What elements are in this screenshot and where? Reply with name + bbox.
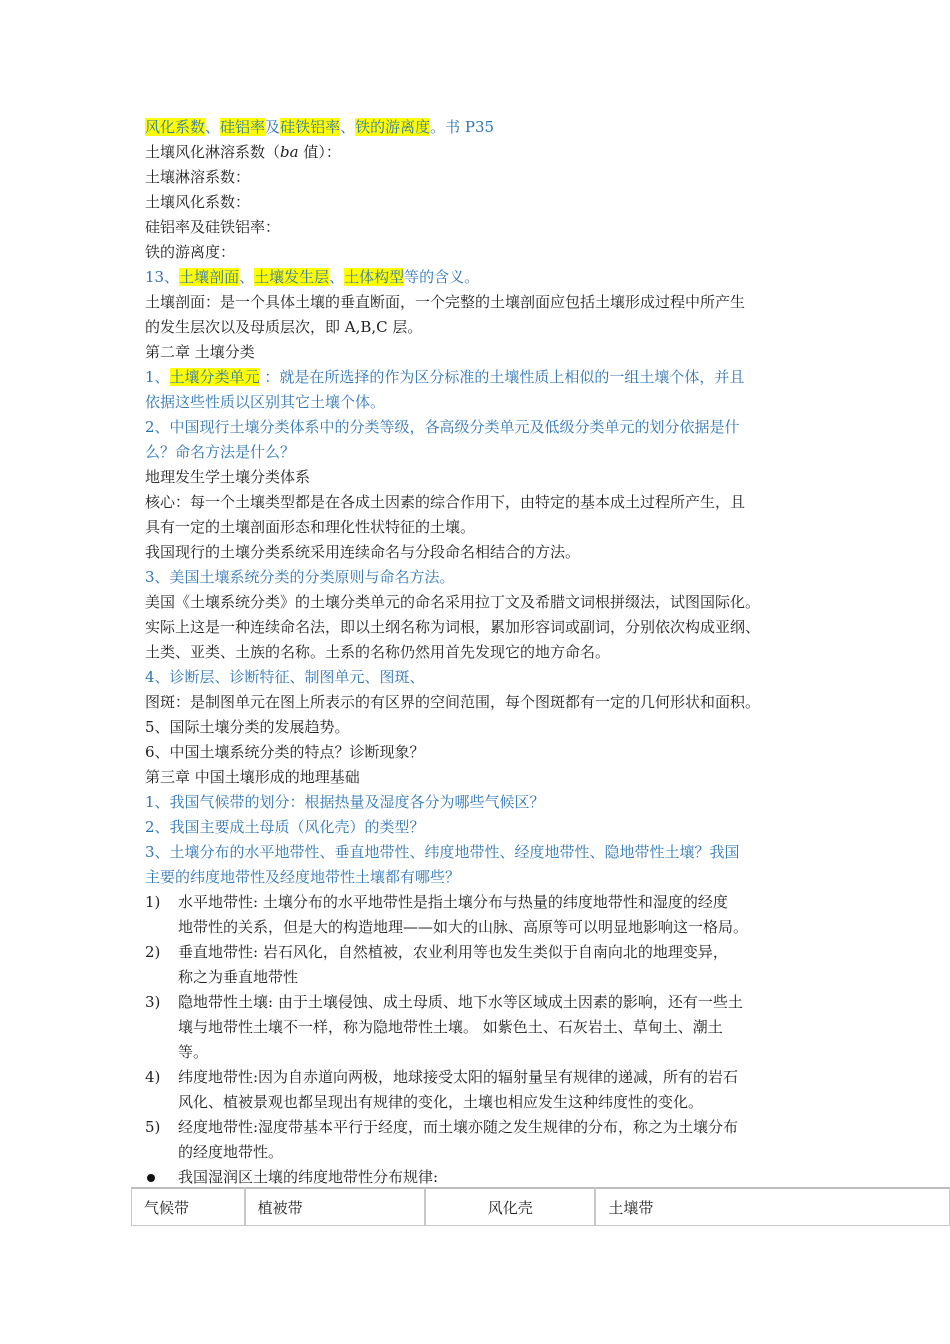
table-header-cell: 土壤带 xyxy=(595,1187,950,1226)
list-item-line: 地带性的关系，但是大的构造地理——如大的山脉、高原等可以明显地影响这一格局。 xyxy=(178,918,749,936)
chapter-3-heading: 第三章 中国土壤形成的地理基础 xyxy=(145,768,360,786)
highlight-genetic-horizon: 土壤发生层 xyxy=(254,268,330,286)
question-line xyxy=(145,365,825,390)
line-leaching-coefficient: 土壤淋溶系数： xyxy=(145,168,251,186)
line-weathering-coefficient: 土壤风化系数： xyxy=(145,193,251,211)
text-fragment: ：就是在所选择的作为区分标准的土壤性质上相似的一组土壤个体，并且 xyxy=(259,368,745,386)
paragraph-line: 5、国际土壤分类的发展趋势。 xyxy=(145,718,350,736)
paragraph-line: 图斑：是制图单元在图上所表示的有区界的空间范围，每个图斑都有一定的几何形状和面积。 xyxy=(145,693,761,711)
list-item-line: 等。 xyxy=(178,1043,209,1061)
highlight-silica-sesquioxide-ratio: 硅铁铝率 xyxy=(280,118,341,136)
text-fragment: 等的含义。 xyxy=(404,268,480,286)
list-marker: 1) xyxy=(145,893,161,911)
list-item xyxy=(145,890,825,940)
text-fragment: 13、 xyxy=(145,268,180,286)
list-item-line: 称之为垂直地带性 xyxy=(178,968,299,986)
list-item-line: 水平地带性: 土壤分布的水平地带性是指土壤分布与热量的纬度地带性和湿度的经度 xyxy=(178,893,728,911)
question-line: 依据这些性质以区别其它土壤个体。 xyxy=(145,393,386,411)
list-item xyxy=(145,1115,825,1165)
highlight-weathering-coefficient: 风化系数 xyxy=(145,118,206,136)
bullet-text: 我国湿润区土壤的纬度地带性分布规律: xyxy=(178,1168,439,1186)
text-fragment: 。书 P35 xyxy=(430,118,495,136)
list-item-line: 风化、植被景观也都呈现出有规律的变化，土壤也相应发生这种纬度性的变化。 xyxy=(178,1093,704,1111)
table-header-cell: 风化壳 xyxy=(425,1187,595,1226)
table-header-cell: 植被带 xyxy=(245,1187,425,1226)
text-fragment: 土壤风化淋溶系数（ xyxy=(145,143,281,161)
list-marker: 2) xyxy=(145,943,161,961)
list-item-line: 的经度地带性。 xyxy=(178,1143,284,1161)
highlight-soil-profile: 土壤剖面 xyxy=(179,268,240,286)
line-silica-ratios: 硅铝率及硅铁铝率： xyxy=(145,218,281,236)
highlight-iron-freeness: 铁的游离度 xyxy=(355,118,431,136)
bullet-dot-icon xyxy=(147,1174,155,1182)
text-fragment-italic: ba xyxy=(280,143,299,161)
question-line: 3、土壤分布的水平地带性、垂直地带性、纬度地带性、经度地带性、隐地带性土壤？我国 xyxy=(145,843,740,861)
paragraph-line: 土壤剖面：是一个具体土壤的垂直断面，一个完整的土壤剖面应包括土壤形成过程中所产生 xyxy=(145,293,746,311)
line-iron-freeness: 铁的游离度： xyxy=(145,243,236,261)
paragraph-line: 具有一定的土壤剖面形态和理化性状特征的土壤。 xyxy=(145,518,476,536)
line-ba-value xyxy=(145,140,825,165)
question-line: 4、诊断层、诊断特征、制图单元、图斑、 xyxy=(145,668,425,686)
list-item-line: 壤与地带性土壤不一样，称为隐地带性土壤。 如紫色土、石灰岩土、草甸土、潮土 xyxy=(178,1018,723,1036)
question-13 xyxy=(145,265,825,290)
text-fragment: 、 xyxy=(239,268,255,286)
list-marker: 5) xyxy=(145,1118,161,1136)
chapter-2-heading: 第二章 土壤分类 xyxy=(145,343,255,361)
paragraph-line: 我国现行的土壤分类系统采用连续命名与分段命名相结合的方法。 xyxy=(145,543,581,561)
paragraph-line: 6、中国土壤系统分类的特点？诊断现象？ xyxy=(145,743,425,761)
list-item-line: 纬度地带性:因为自赤道向两极，地球接受太阳的辐射量呈有规律的递减，所有的岩石 xyxy=(178,1068,739,1086)
list-marker: 3) xyxy=(145,993,161,1011)
question-line: 么？命名方法是什么？ xyxy=(145,443,296,461)
list-item-line: 经度地带性:湿度带基本平行于经度，而土壤亦随之发生规律的分布，称之为土壤分布 xyxy=(178,1118,739,1136)
list-marker: 4) xyxy=(145,1068,161,1086)
list-item-line: 隐地带性土壤: 由于土壤侵蚀、成土母质、地下水等区域成土因素的影响，还有一些土 xyxy=(178,993,743,1011)
text-fragment: 、 xyxy=(205,118,221,136)
table-header-row xyxy=(131,1187,950,1226)
text-fragment: 值）： xyxy=(298,143,341,161)
table-header-cell: 气候带 xyxy=(131,1187,245,1226)
text-fragment: 、 xyxy=(340,118,356,136)
list-item-line: 垂直地带性: 岩石风化，自然植被，农业利用等也发生类似于自南向北的地理变异， xyxy=(178,943,728,961)
list-item xyxy=(145,990,825,1065)
question-line: 2、中国现行土壤分类体系中的分类等级，各高级分类单元及低级分类单元的划分依据是什 xyxy=(145,418,740,436)
list-item xyxy=(145,1065,825,1115)
paragraph-line: 土类、亚类、土族的名称。土系的名称仍然用首先发现它的地方命名。 xyxy=(145,643,611,661)
text-fragment: 1、 xyxy=(145,368,170,386)
text-fragment: 及 xyxy=(265,118,281,136)
question-line: 1、我国气候带的划分：根据热量及湿度各分为哪些气候区？ xyxy=(145,793,545,811)
question-line: 3、美国土壤系统分类的分类原则与命名方法。 xyxy=(145,568,455,586)
zonality-table xyxy=(131,1187,950,1226)
paragraph-line: 的发生层次以及母质层次，即 A,B,C 层。 xyxy=(145,318,423,336)
list-item xyxy=(145,940,825,990)
paragraph-line: 实际上这是一种连续命名法，即以土纲名称为词根，累加形容词或副词，分别依次构成亚纲、 xyxy=(145,618,761,636)
document-body xyxy=(145,115,825,1190)
question-line: 主要的纬度地带性及经度地带性土壤都有哪些？ xyxy=(145,868,461,886)
paragraph-line: 美国《土壤系统分类》的土壤分类单元的命名采用拉丁文及希腊文词根拼缀法，试图国际化。 xyxy=(145,593,761,611)
highlight-silica-alumina-ratio: 硅铝率 xyxy=(220,118,266,136)
line-weathering-indices xyxy=(145,115,825,140)
paragraph-line: 地理发生学土壤分类体系 xyxy=(145,468,311,486)
question-line: 2、我国主要成土母质（风化壳）的类型？ xyxy=(145,818,425,836)
highlight-soil-taxonomic-unit: 土壤分类单元 xyxy=(169,368,260,386)
paragraph-line: 核心：每一个土壤类型都是在各成土因素的综合作用下，由特定的基本成土过程所产生，且 xyxy=(145,493,746,511)
highlight-soil-configuration: 土体构型 xyxy=(344,268,405,286)
text-fragment: 、 xyxy=(329,268,345,286)
